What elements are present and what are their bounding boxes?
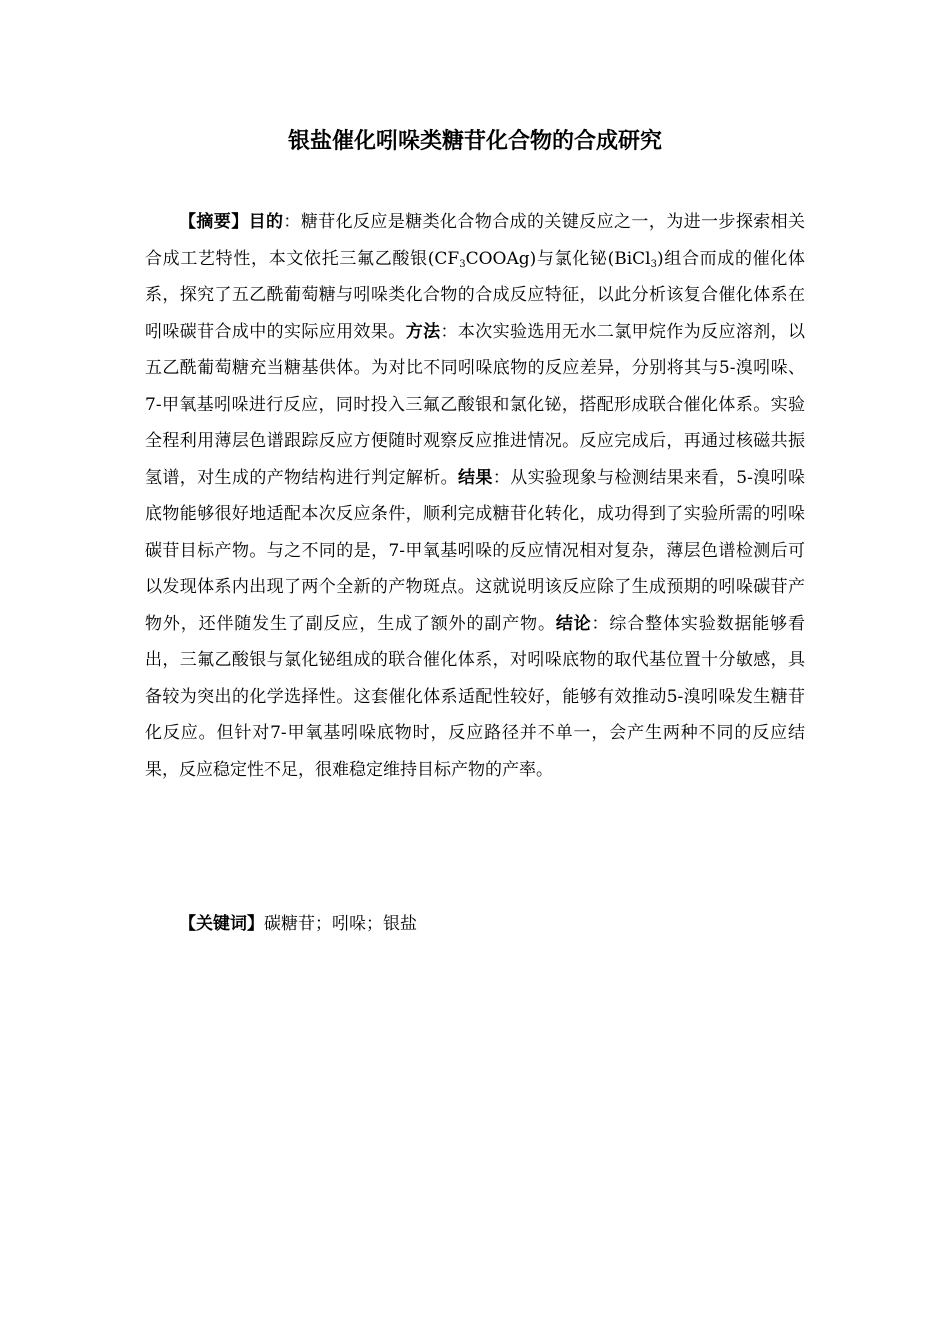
abstract-paragraph <box>145 204 805 788</box>
method-colon: ： <box>440 321 458 342</box>
purpose-colon: ： <box>283 212 301 232</box>
result-colon: ： <box>492 467 511 488</box>
result-text: 从实验现象与检测结果来看，5-溴吲哚底物能够很好地适配本次反应条件，顺利完成糖苷化转化，成功得到了实验所需的吲哚碳苷目标产物。与之不同的是，7-甲氧基吲哚的反应情况相对复杂，薄层色谱检测后可以发现体系内出现了两个全新的产物斑点。这就说明该反应除了生成预期的吲哚碳苷产物外，还伴随发生了副反应，生成了额外的副产物。 <box>145 467 806 634</box>
purpose-text-part-1: 糖苷化反应是糖类化合物合成的关键反应之一，为进一步探索相关合成工艺特性，本文依托三氟乙酸银(CF <box>145 212 806 269</box>
purpose-text-part-3: )组合而成的催化体系，探究了五乙酰葡萄糖与吲哚类化合物的合成反应特征，以此分析该复合催化体系在吲哚碳苷合成中的实际应用效果。 <box>145 248 805 342</box>
abstract-label: 【摘要】 <box>179 212 249 232</box>
keywords-text: 碳糖苷；吲哚；银盐 <box>264 914 417 934</box>
result-label: 结果 <box>458 467 493 488</box>
conclusion-label: 结论 <box>555 613 592 634</box>
method-text: 本次实验选用无水二氯甲烷作为反应溶剂，以五乙酰葡萄糖充当糖基供体。为对比不同吲哚底物的反应差异，分别将其与5-溴吲哚、7-甲氧基吲哚进行反应，同时投入三氟乙酸银和氯化铋，搭配形成联合催化体系。实验全程利用薄层色谱跟踪反应方便随时观察反应推进情况。反应完成后，再通过核磁共振氢谱，对生成的产物结构进行判定解析。 <box>145 321 806 488</box>
keywords-paragraph <box>145 906 805 943</box>
keywords-label: 【关键词】 <box>179 914 264 934</box>
purpose-text-part-2: COOAg)与氯化铋(BiCl <box>465 248 651 269</box>
purpose-label: 目的 <box>248 212 284 232</box>
paper-title: 银盐催化吲哚类糖苷化合物的合成研究 <box>287 129 662 154</box>
purpose-subscript-2: 3 <box>650 258 657 270</box>
conclusion-colon: ： <box>591 613 610 634</box>
method-label: 方法 <box>405 321 441 342</box>
conclusion-text: 综合整体实验数据能够看出，三氟乙酸银与氯化铋组成的联合催化体系，对吲哚底物的取代基位置十分敏感，具备较为突出的化学选择性。这套催化体系适配性较好，能够有效推动5-溴吲哚发生糖苷化反应。但针对7-甲氧基吲哚底物时，反应路径并不单一，会产生两种不同的反应结果，反应稳定性不足，很难稳定维持目标产物的产率。 <box>145 613 806 780</box>
purpose-subscript-1: 3 <box>459 258 466 270</box>
